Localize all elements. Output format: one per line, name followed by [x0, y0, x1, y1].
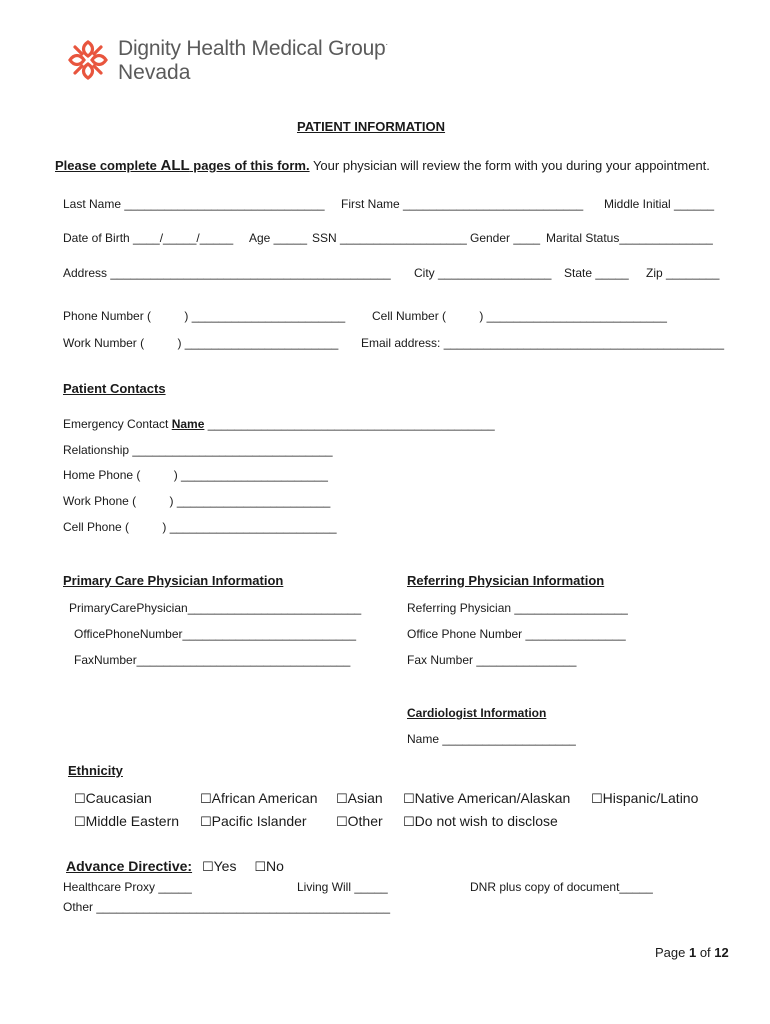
- address-field[interactable]: Address __________________________________________: [63, 266, 391, 280]
- primary-care-heading: Primary Care Physician Information: [63, 573, 284, 588]
- marital-status-field[interactable]: Marital Status______________: [546, 231, 713, 245]
- cell-number-field[interactable]: Cell Number ( ) ___________________________: [372, 309, 667, 323]
- checkbox-icon[interactable]: ☐: [403, 792, 415, 807]
- ethnicity-option-pacific-islander[interactable]: ☐Pacific Islander: [200, 813, 307, 830]
- referring-physician-field[interactable]: Referring Physician _________________: [407, 601, 628, 615]
- checkbox-icon[interactable]: ☐: [591, 792, 603, 807]
- email-field[interactable]: Email address: __________________________________________: [361, 336, 724, 350]
- ethnicity-option-african-american[interactable]: ☐African American: [200, 790, 318, 807]
- work-phone-field[interactable]: Work Phone ( ) _______________________: [63, 494, 331, 508]
- dnr-field[interactable]: DNR plus copy of document_____: [470, 880, 653, 894]
- yes-option[interactable]: Yes: [213, 858, 237, 874]
- page-title: PATIENT INFORMATION: [297, 119, 446, 134]
- state-field[interactable]: State _____: [564, 266, 629, 280]
- referring-office-phone-field[interactable]: Office Phone Number _______________: [407, 627, 626, 641]
- cardiologist-name-field[interactable]: Name ____________________: [407, 732, 576, 746]
- advance-directive-row: [66, 858, 284, 875]
- page-number: Page 1 of 12: [655, 945, 729, 960]
- checkbox-icon[interactable]: ☐: [254, 860, 266, 875]
- city-field[interactable]: City _________________: [414, 266, 552, 280]
- dignity-health-logo-icon: [66, 38, 110, 82]
- primary-office-phone-field[interactable]: OfficePhoneNumber__________________________: [74, 627, 357, 641]
- referring-heading: Referring Physician Information: [407, 573, 605, 588]
- ethnicity-option-hispanic[interactable]: ☐Hispanic/Latino: [591, 790, 699, 807]
- other-directive-field[interactable]: Other ____________________________________________: [63, 900, 390, 914]
- brand-region: Nevada: [118, 61, 191, 84]
- zip-field[interactable]: Zip ________: [646, 266, 720, 280]
- checkbox-icon[interactable]: ☐: [74, 792, 86, 807]
- relationship-field[interactable]: Relationship ______________________________: [63, 443, 333, 457]
- ethnicity-option-caucasian[interactable]: ☐Caucasian: [74, 790, 152, 807]
- ethnicity-option-asian[interactable]: ☐Asian: [336, 790, 383, 807]
- instructions: Please complete ALL pages of this form. Your physician will review the form with you during your appointment.: [55, 157, 710, 174]
- ethnicity-option-middle-eastern[interactable]: ☐Middle Eastern: [74, 813, 180, 830]
- emergency-contact-field[interactable]: Emergency Contact Name ___________________________________________: [63, 417, 495, 431]
- primary-fax-field[interactable]: FaxNumber________________________________: [74, 653, 351, 667]
- ethnicity-heading: Ethnicity: [68, 763, 123, 778]
- gender-field[interactable]: Gender ____: [470, 231, 541, 245]
- ethnicity-option-native-american[interactable]: ☐Native American/Alaskan: [403, 790, 571, 807]
- work-number-field[interactable]: Work Number ( ) _______________________: [63, 336, 339, 350]
- patient-contacts-heading: Patient Contacts: [63, 381, 166, 396]
- brand-name: Dignity Health Medical Group.: [118, 37, 388, 60]
- last-name-field[interactable]: Last Name ______________________________: [63, 197, 325, 211]
- referring-fax-field[interactable]: Fax Number _______________: [407, 653, 577, 667]
- cardiologist-heading: Cardiologist Information: [407, 706, 547, 720]
- checkbox-icon[interactable]: ☐: [336, 792, 348, 807]
- first-name-field[interactable]: First Name ___________________________: [341, 197, 584, 211]
- ssn-field[interactable]: SSN ___________________: [312, 231, 467, 245]
- primary-care-physician-field[interactable]: PrimaryCarePhysician__________________________: [69, 601, 362, 615]
- checkbox-icon[interactable]: ☐: [74, 815, 86, 830]
- checkbox-icon[interactable]: ☐: [200, 792, 212, 807]
- no-option[interactable]: No: [266, 858, 284, 874]
- healthcare-proxy-field[interactable]: Healthcare Proxy _____: [63, 880, 192, 894]
- checkbox-icon[interactable]: ☐: [200, 815, 212, 830]
- cell-phone-field[interactable]: Cell Phone ( ) _________________________: [63, 520, 337, 534]
- checkbox-icon[interactable]: ☐: [201, 860, 214, 875]
- age-field[interactable]: Age _____: [249, 231, 308, 245]
- ethnicity-option-no-disclose[interactable]: ☐Do not wish to disclose: [403, 813, 558, 830]
- phone-number-field[interactable]: Phone Number ( ) _______________________: [63, 309, 346, 323]
- advance-directive-heading: Advance Directive:: [66, 858, 193, 874]
- home-phone-field[interactable]: Home Phone ( ) ______________________: [63, 468, 328, 482]
- checkbox-icon[interactable]: ☐: [403, 815, 415, 830]
- dob-field[interactable]: Date of Birth ____/_____/_____: [63, 231, 234, 245]
- living-will-field[interactable]: Living Will _____: [297, 880, 388, 894]
- middle-initial-field[interactable]: Middle Initial ______: [604, 197, 715, 211]
- checkbox-icon[interactable]: ☐: [336, 815, 348, 830]
- ethnicity-option-other[interactable]: ☐Other: [336, 813, 383, 830]
